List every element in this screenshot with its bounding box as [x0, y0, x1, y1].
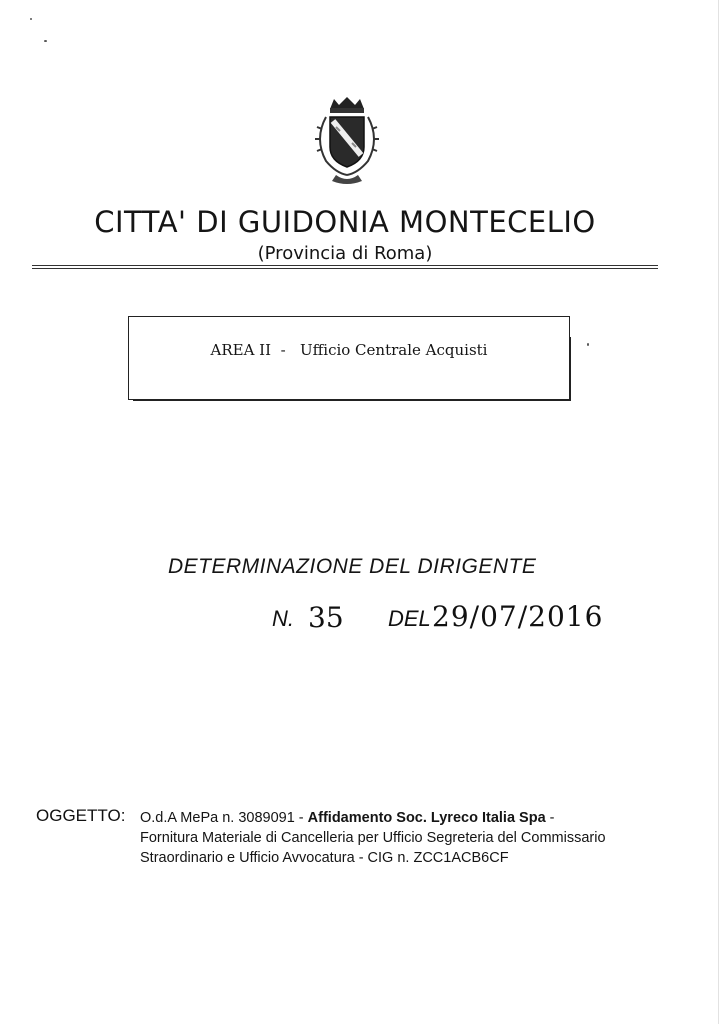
subject-text	[140, 808, 700, 868]
subject-dash: -	[545, 810, 555, 826]
province-name: (Provincia di Roma)	[257, 243, 433, 264]
determination-date: 29/07/2016	[432, 600, 604, 633]
city-name: CITTA' DI GUIDONIA MONTECELIO	[94, 205, 596, 239]
number-label: N.	[272, 606, 294, 631]
subject-line-1	[140, 808, 700, 828]
area-separator: -	[280, 341, 286, 359]
determination-number: 35	[308, 601, 344, 634]
scan-speck	[587, 343, 589, 346]
date-label: DEL	[388, 606, 431, 631]
scan-edge	[718, 0, 719, 1024]
scan-speck	[30, 18, 32, 20]
determination-title: DETERMINAZIONE DEL DIRIGENTE	[168, 555, 537, 578]
office-name: Ufficio Centrale Acquisti	[299, 341, 488, 359]
scan-speck	[44, 40, 47, 42]
area-line	[129, 341, 569, 359]
header-rule	[32, 268, 658, 269]
header-rule	[32, 265, 658, 266]
subject-line-2: Fornitura Materiale di Cancelleria per Ufficio Segreteria del Commissario	[140, 830, 606, 846]
subject-line-3: Straordinario e Ufficio Avvocatura - CIG n. ZCC1ACB6CF	[140, 850, 509, 866]
subject-supplier: Affidamento Soc. Lyreco Italia Spa	[307, 810, 546, 826]
box-shadow	[133, 399, 571, 401]
coat-of-arms-icon	[300, 95, 395, 190]
subject-label: OGGETTO:	[36, 806, 126, 825]
box-shadow	[569, 337, 571, 401]
subject-order-ref: O.d.A MePa n. 3089091 -	[140, 810, 308, 826]
area-box	[128, 316, 570, 400]
area-name: AREA II	[210, 341, 272, 359]
